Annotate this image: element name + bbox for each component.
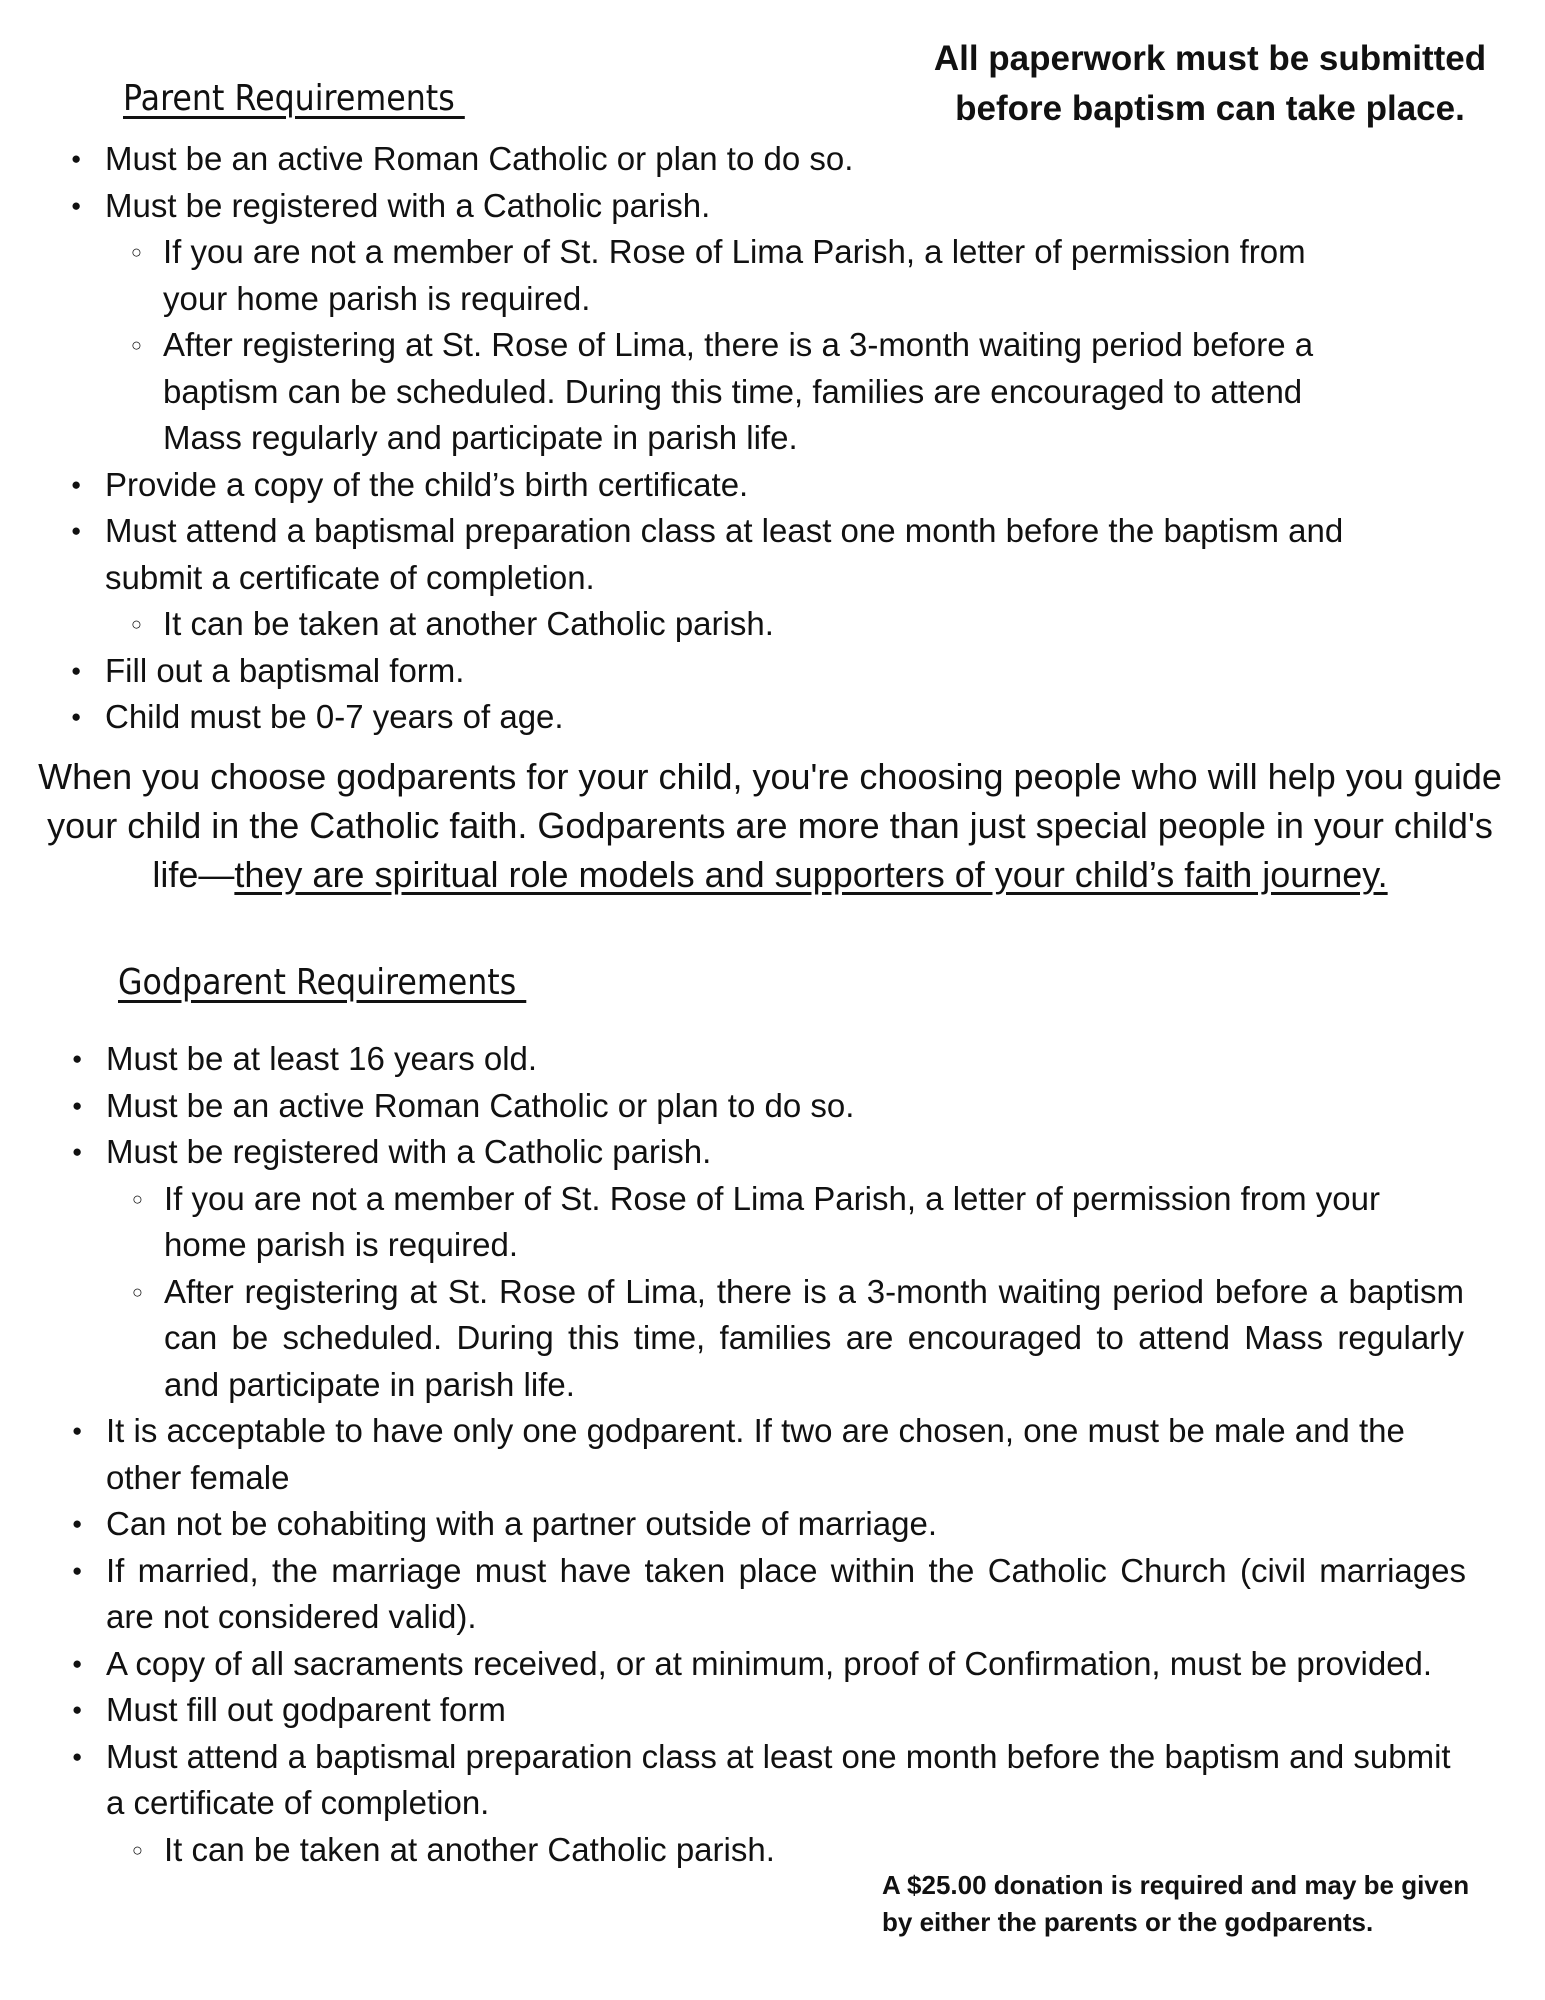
intro-text: When you choose godparents for your child, you're choosing people who will help you guide your child in the Catholic faith. Godparents are more than just special people in your child's life— — [38, 756, 1502, 895]
list-item: ● Must be an active Roman Catholic or plan to do so. — [105, 136, 1445, 183]
paperwork-notice-line-1: All paperwork must be submitted — [933, 39, 1487, 78]
list-subitem: ○ After registering at St. Rose of Lima, there is a 3-month waiting period before a baptism can be scheduled. During this time, families are encouraged to attend Mass regularly and participate in parish life. — [163, 322, 1353, 462]
list-item: ● Provide a copy of the child’s birth certificate. — [105, 462, 1445, 509]
paperwork-notice — [900, 34, 1520, 134]
list-subitem: ○ It can be taken at another Catholic parish. — [163, 601, 1445, 648]
list-subitem: ○ If you are not a member of St. Rose of Lima Parish, a letter of permission from your home parish is required. — [164, 1176, 1464, 1269]
list-item: ● Can not be cohabiting with a partner outside of marriage. — [106, 1501, 1466, 1548]
donation-line-2: by either the parents or the godparents. — [882, 1907, 1374, 1937]
parent-requirements-heading: Parent Requirements — [123, 78, 465, 119]
list-subitem: ○ If you are not a member of St. Rose of Lima Parish, a letter of permission from your home parish is required. — [163, 229, 1343, 322]
list-subitem: ○ After registering at St. Rose of Lima, there is a 3-month waiting period before a baptism can be scheduled. During this time, families are encouraged to attend Mass regularly and participate in parish life. — [164, 1269, 1464, 1409]
list-subitem: ○ It can be taken at another Catholic parish. — [164, 1827, 1466, 1874]
list-item: ● Must be registered with a Catholic parish. — [106, 1129, 1466, 1176]
list-item: ● Child must be 0-7 years of age. — [105, 694, 1445, 741]
list-item: ● If married, the marriage must have taken place within the Catholic Church (civil marriages are not considered valid). — [106, 1548, 1466, 1641]
list-item: ● Must attend a baptismal preparation class at least one month before the baptism and submit a certificate of completion. — [105, 508, 1435, 601]
list-item: ● A copy of all sacraments received, or at minimum, proof of Confirmation, must be provided. — [106, 1641, 1466, 1688]
godparent-requirements-heading: Godparent Requirements — [118, 962, 527, 1003]
list-item: ● It is acceptable to have only one godparent. If two are chosen, one must be male and the other female — [106, 1408, 1466, 1501]
paperwork-notice-line-2: before baptism can take place. — [955, 89, 1465, 128]
intro-underlined-text: they are spiritual role models and supporters of your child’s faith journey. — [234, 854, 1388, 895]
list-item: ● Must be registered with a Catholic parish. — [105, 183, 1445, 230]
parent-requirements-list — [105, 136, 1445, 741]
list-item: ● Must be at least 16 years old. — [106, 1036, 1466, 1083]
donation-notice — [882, 1867, 1522, 1941]
list-item: ● Fill out a baptismal form. — [105, 648, 1445, 695]
list-item: ● Must attend a baptismal preparation class at least one month before the baptism and submit a certificate of completion. — [106, 1734, 1466, 1827]
list-item: ● Must fill out godparent form — [106, 1687, 1466, 1734]
godparent-requirements-list — [106, 1036, 1466, 1873]
list-item: ● Must be an active Roman Catholic or plan to do so. — [106, 1083, 1466, 1130]
donation-line-1: A $25.00 donation is required and may be given — [882, 1870, 1470, 1900]
godparent-intro-paragraph — [30, 752, 1510, 899]
